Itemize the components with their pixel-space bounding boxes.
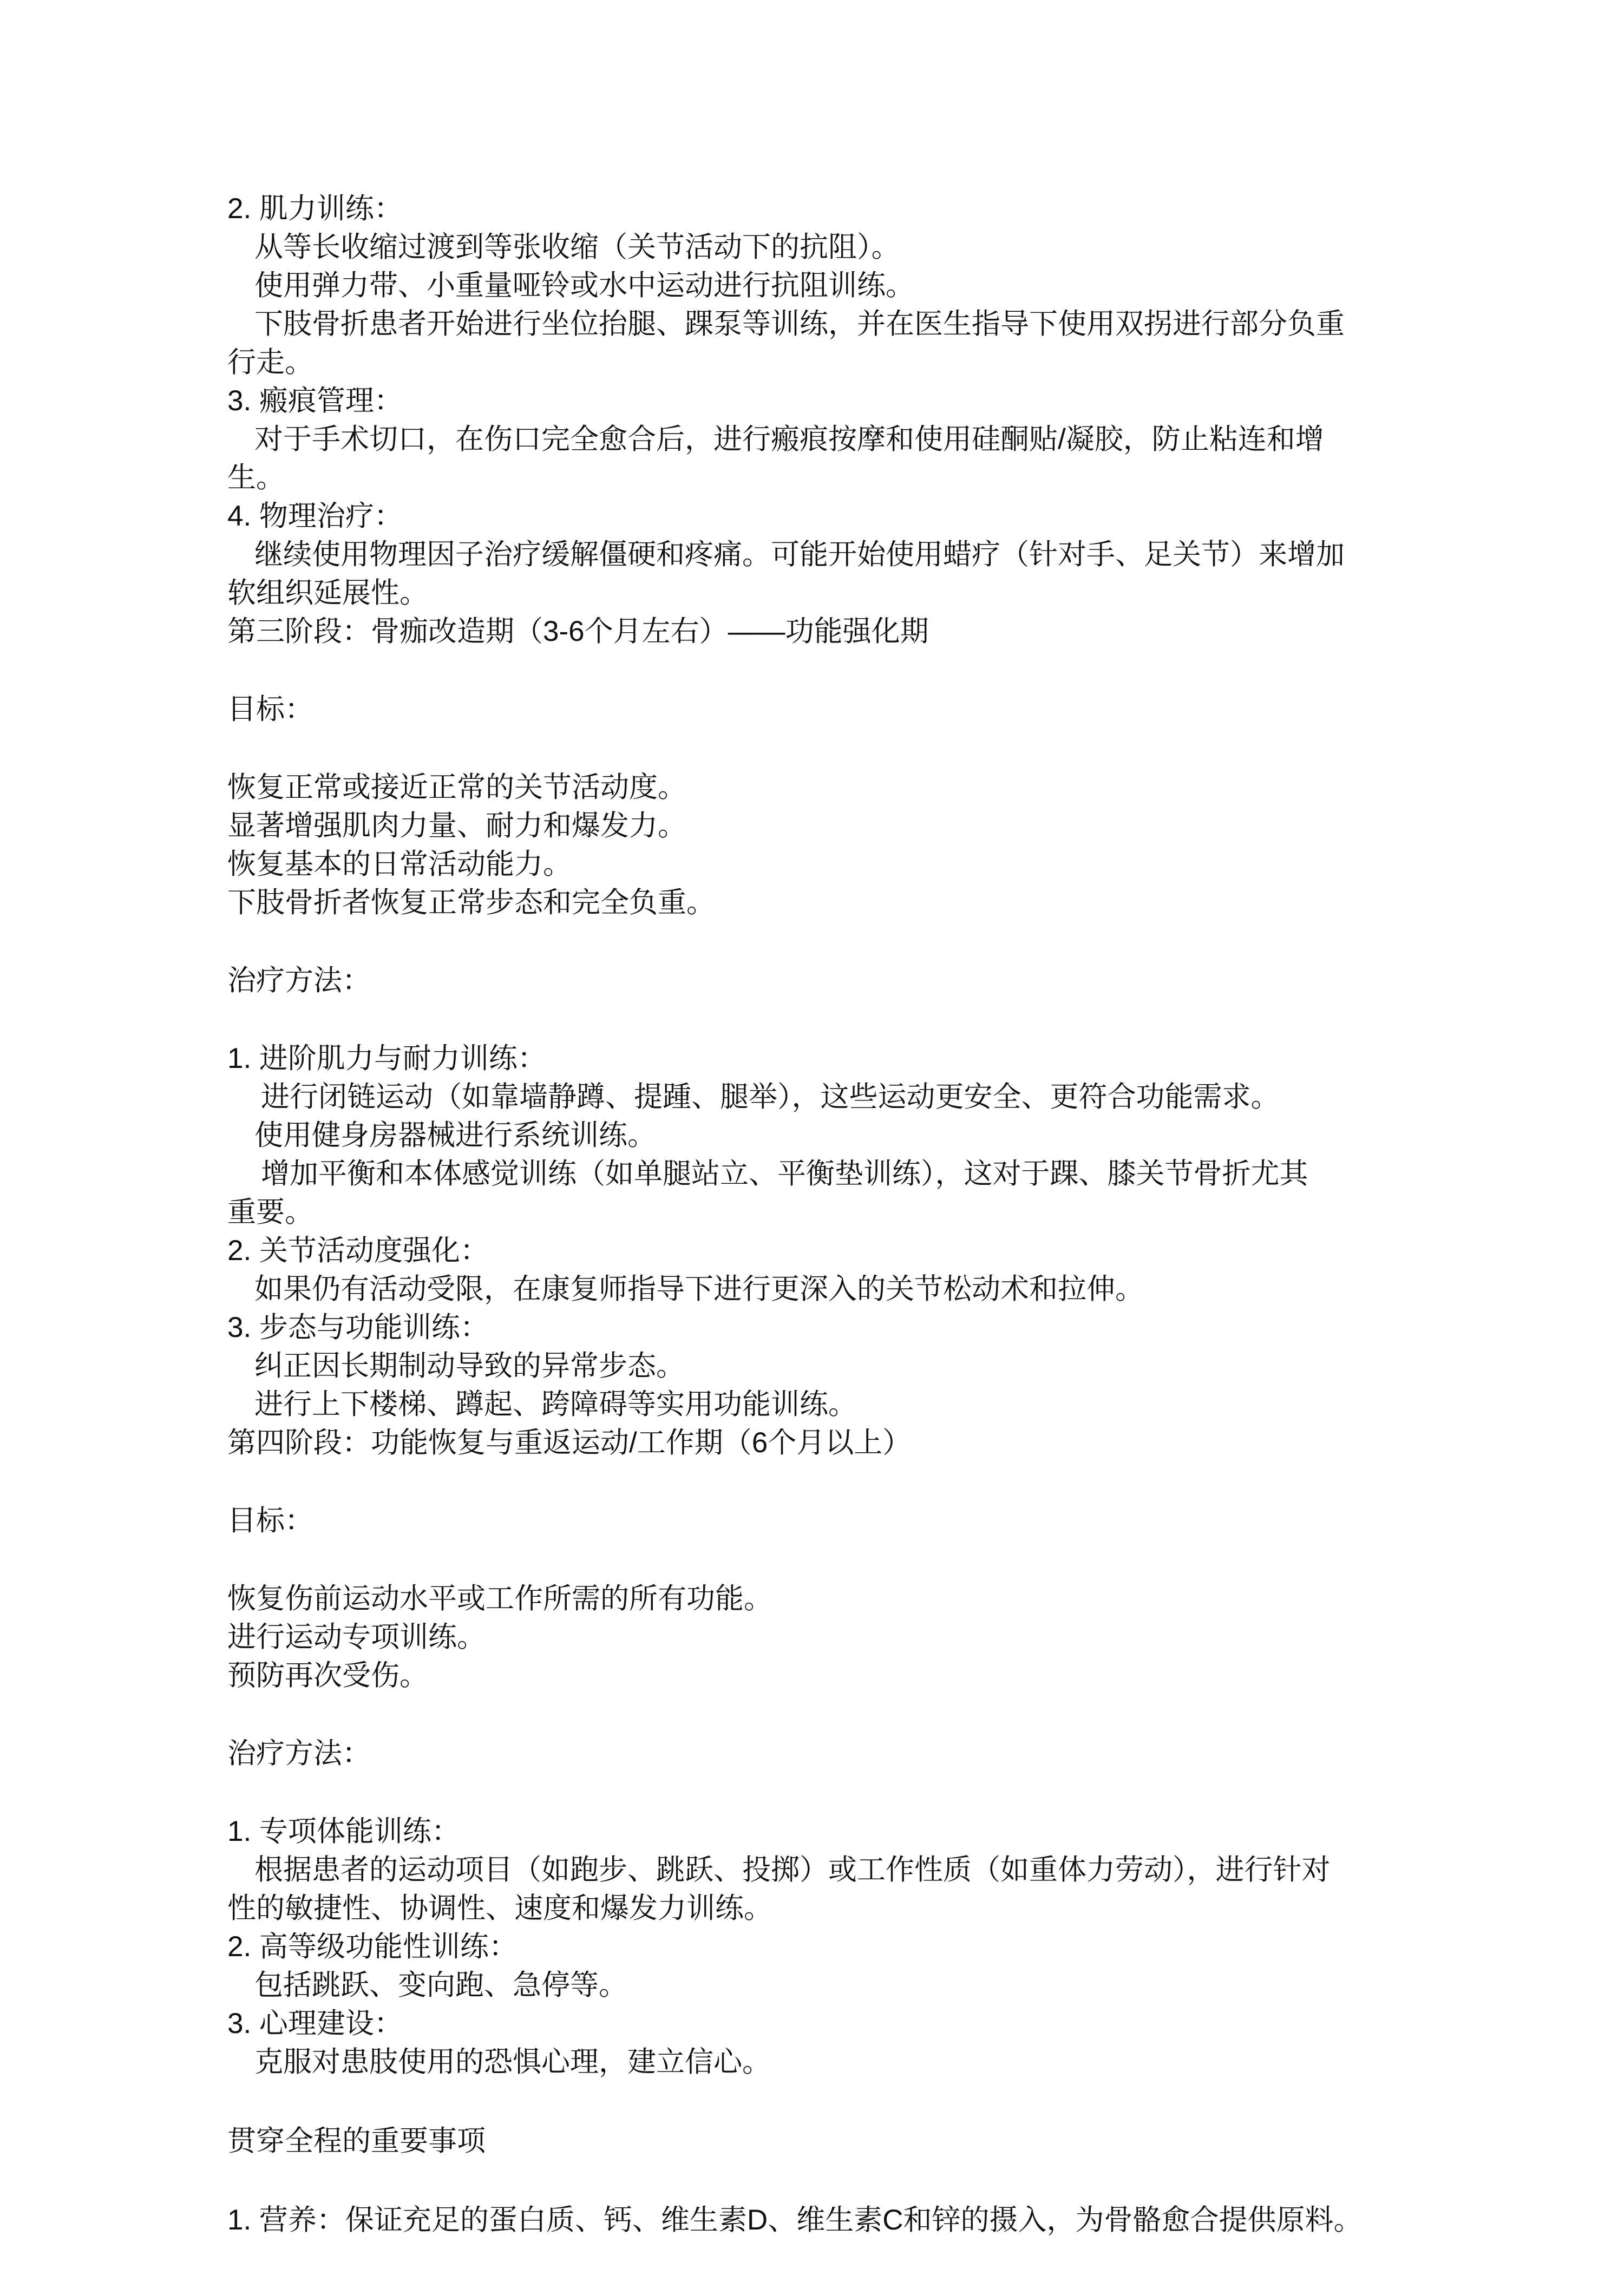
list-heading-psychological: 3. 心理建设： [227, 2008, 403, 2040]
paragraph-gap [227, 1000, 1418, 1039]
list-item: 克服对患肢使用的恐惧心理，建立信心。 [254, 2046, 771, 2078]
paragraph-gap [227, 2081, 1418, 2122]
list-item: 使用弹力带、小重量哑铃或水中运动进行抗阻训练。 [254, 270, 914, 301]
paragraph-gap [227, 729, 1418, 768]
subheading-goals: 目标： [227, 1505, 313, 1537]
list-item-continuation: 行走。 [227, 346, 313, 378]
list-item: 如果仍有活动受限，在康复师指导下进行更深入的关节松动术和拉伸。 [254, 1273, 1144, 1305]
list-heading-specialized-training: 1. 专项体能训练： [227, 1815, 460, 1847]
list-item: 对于手术切口，在伤口完全愈合后，进行瘢痕按摩和使用硅酮贴/凝胶，防止粘连和增 [254, 423, 1324, 455]
list-heading-gait-training: 3. 步态与功能训练： [227, 1312, 489, 1343]
paragraph-gap [227, 1695, 1418, 1734]
list-item: 从等长收缩过渡到等张收缩（关节活动下的抗阻）。 [254, 231, 900, 263]
list-item-continuation: 性的敏捷性、协调性、速度和爆发力训练。 [227, 1892, 772, 1924]
list-heading-range-of-motion: 2. 关节活动度强化： [227, 1235, 489, 1267]
list-item: 根据患者的运动项目（如跑步、跳跃、投掷）或工作性质（如重体力劳动），进行针对 [254, 1854, 1331, 1886]
list-item: 进行上下楼梯、蹲起、跨障碍等实用功能训练。 [254, 1388, 857, 1420]
goal-item: 下肢骨折者恢复正常步态和完全负重。 [227, 887, 715, 919]
paragraph-gap [227, 651, 1418, 690]
section-heading-important-notes: 贯穿全程的重要事项 [227, 2125, 486, 2157]
list-heading-scar-management: 3. 瘢痕管理： [227, 385, 403, 417]
section-heading-stage-three: 第三阶段：骨痂改造期（3-6个月左右）——功能强化期 [227, 615, 929, 647]
list-item: 使用健身房器械进行系统训练。 [254, 1119, 656, 1151]
list-item: 包括跳跃、变向跑、急停等。 [254, 1969, 627, 2001]
list-item-nutrition: 1. 营养：保证充足的蛋白质、钙、维生素D、维生素C和锌的摄入，为骨骼愈合提供原料。 [227, 2204, 1363, 2236]
paragraph-gap [227, 2160, 1418, 2201]
goal-item: 进行运动专项训练。 [227, 1621, 486, 1653]
subheading-treatment-methods: 治疗方法： [227, 1737, 371, 1769]
list-heading-functional-training: 2. 高等级功能性训练： [227, 1931, 518, 1963]
goal-item: 显著增强肌肉力量、耐力和爆发力。 [227, 810, 686, 842]
list-heading-advanced-strength: 1. 进阶肌力与耐力训练： [227, 1042, 546, 1074]
list-item: 进行闭链运动（如靠墙静蹲、提踵、腿举），这些运动更安全、更符合功能需求。 [261, 1081, 1280, 1113]
goal-item: 恢复基本的日常活动能力。 [227, 848, 572, 880]
list-heading-physical-therapy: 4. 物理治疗： [227, 500, 403, 532]
list-item: 纠正因长期制动导致的异常步态。 [254, 1350, 685, 1382]
list-item-continuation: 生。 [227, 462, 285, 494]
list-item: 下肢骨折患者开始进行坐位抬腿、踝泵等训练，并在医生指导下使用双拐进行部分负重 [254, 308, 1345, 340]
subheading-treatment-methods: 治疗方法： [227, 965, 371, 996]
paragraph-gap [227, 1773, 1418, 1812]
section-heading-stage-four: 第四阶段：功能恢复与重返运动/工作期（6个月以上） [227, 1427, 912, 1459]
list-item-continuation: 重要。 [227, 1196, 313, 1228]
list-item-continuation: 软组织延展性。 [227, 577, 428, 609]
goal-item: 恢复伤前运动水平或工作所需的所有功能。 [227, 1583, 772, 1615]
subheading-goals: 目标： [227, 693, 313, 725]
document-body [227, 189, 1418, 2239]
goal-item: 预防再次受伤。 [227, 1660, 428, 1691]
list-item: 继续使用物理因子治疗缓解僵硬和疼痛。可能开始使用蜡疗（针对手、足关节）来增加 [254, 539, 1345, 571]
list-heading-strength-training: 2. 肌力训练： [227, 193, 403, 225]
paragraph-gap [227, 922, 1418, 961]
paragraph-gap [227, 1462, 1418, 1501]
goal-item: 恢复正常或接近正常的关节活动度。 [227, 771, 686, 803]
paragraph-gap [227, 1540, 1418, 1579]
list-item: 增加平衡和本体感觉训练（如单腿站立、平衡垫训练），这对于踝、膝关节骨折尤其 [261, 1158, 1308, 1190]
